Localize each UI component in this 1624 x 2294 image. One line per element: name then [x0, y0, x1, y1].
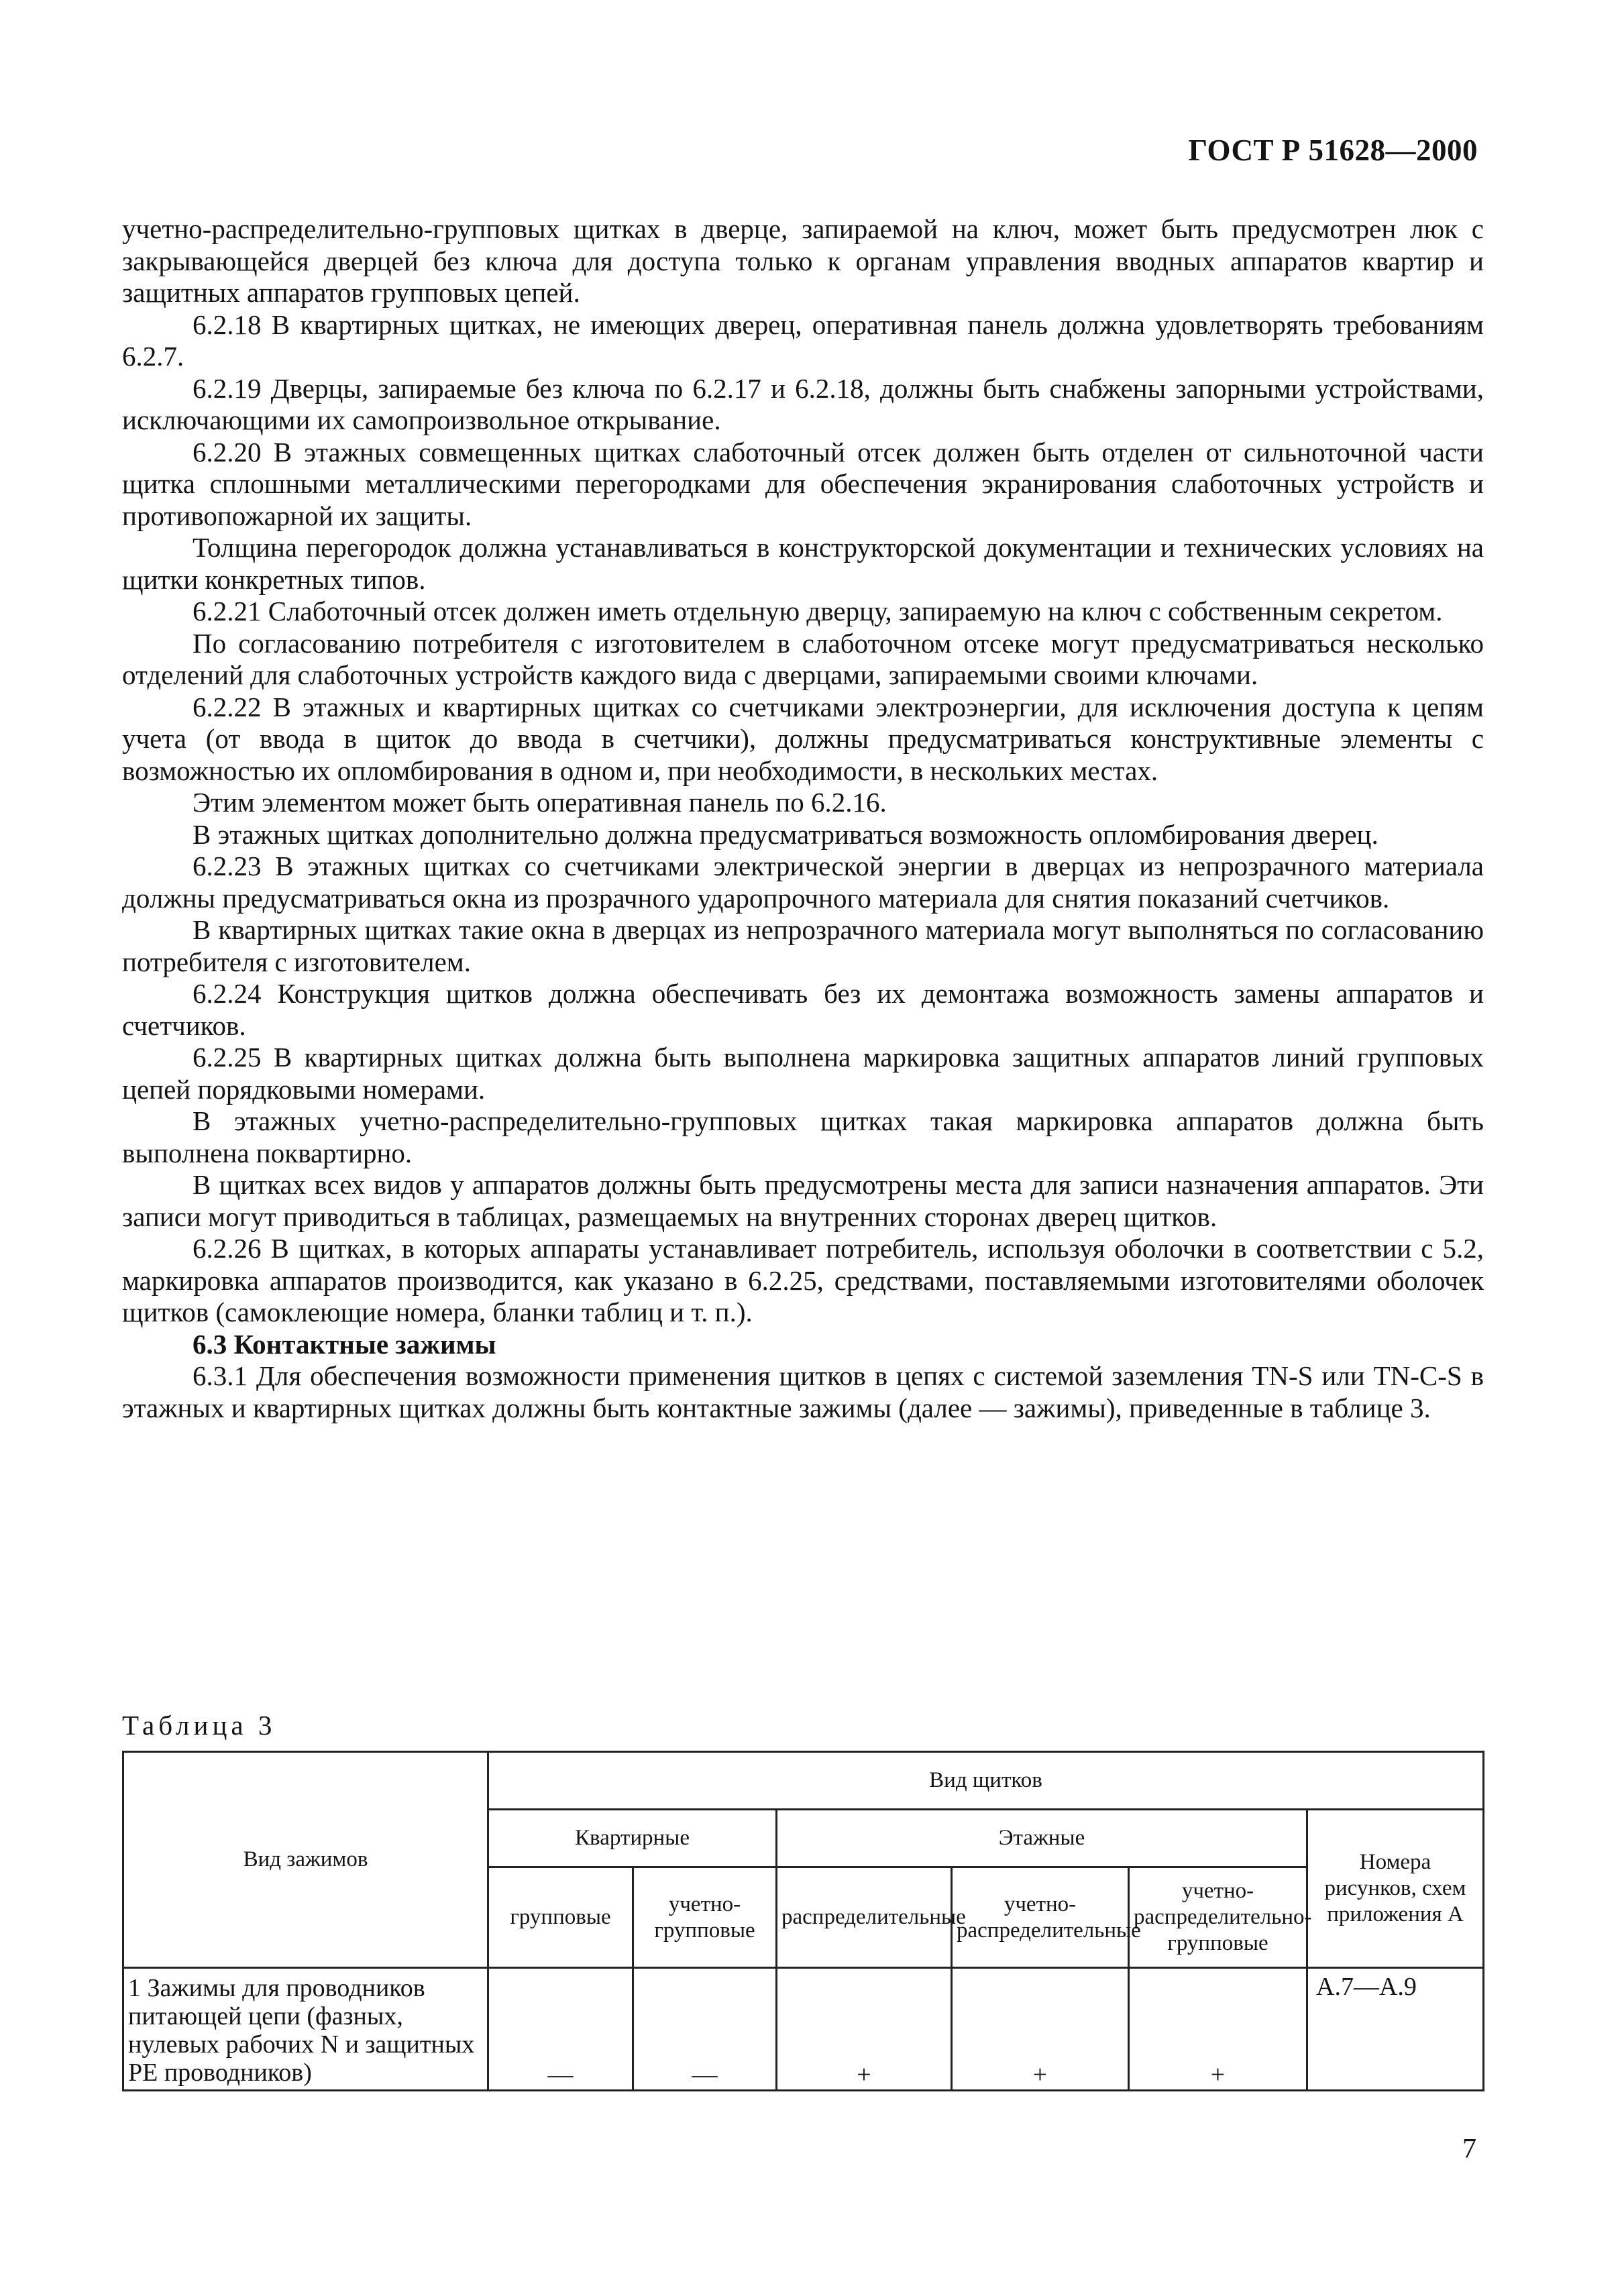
paragraph: 6.2.20 В этажных совмещенных щитках слаботочный отсек должен быть отделен от сильноточной части щитка сплошными металлическими перегородками для обеспечения экранирования слаботочных устройств и противопожарной их защиты. — [122, 436, 1484, 531]
paragraph: 6.3.1 Для обеспечения возможности применения щитков в цепях с системой заземления TN-S или TN-C-S в этажных и квартирных щитках должны быть контактные зажимы (далее — зажимы), приведенные в таблице 3. — [122, 1360, 1484, 1423]
paragraph: 6.2.18 В квартирных щитках, не имеющих дверец, оперативная панель должна удовлетворять требованиям 6.2.7. — [122, 309, 1484, 372]
header-metering-group: учетно-групповые — [633, 1867, 777, 1968]
paragraph: В щитках всех видов у аппаратов должны быть предусмотрены места для записи назначения аппаратов. Эти записи могут приводиться в таблицах, размещаемых на внутренних сторонах дверец щитков. — [122, 1169, 1484, 1232]
paragraph: В этажных щитках дополнительно должна предусматриваться возможность опломбирования дверец. — [193, 818, 1378, 850]
header-metering-distribution-group: учетно-распределительно-групповые — [1129, 1867, 1307, 1968]
cell-mark: + — [1129, 1968, 1307, 2091]
page-number: 7 — [1462, 2134, 1476, 2165]
cell-mark: — — [633, 1968, 777, 2091]
cell-mark: — — [488, 1968, 633, 2091]
paragraph: учетно-распределительно-групповых щитках в дверце, запираемой на ключ, может быть предусмотрен люк с закрывающейся дверцей без ключа для доступа только к органам управления вводных аппаратов квартир и защитных аппаратов групповых цепей. — [122, 213, 1484, 308]
header-floor-boards: Этажные — [777, 1810, 1307, 1867]
paragraph: 6.2.26 В щитках, в которых аппараты устанавливает потребитель, используя оболочки в соответствии с 5.2, маркировка аппаратов производится, как указано в 6.2.25, средствами, поставляемыми изготовителями оболочек щитков (самоклеющие номера, бланки таблиц и т. п.). — [122, 1233, 1484, 1327]
header-figure-numbers: Номера рисунков, схем приложения А — [1307, 1810, 1484, 1968]
paragraph: 6.2.23 В этажных щитках со счетчиками электрической энергии в дверцах из непрозрачного материала должны предусматриваться окна из прозрачного ударопрочного материала для снятия показаний счетчиков. — [122, 851, 1484, 914]
body-text — [122, 213, 1484, 1424]
document-header: ГОСТ Р 51628—2000 — [1188, 133, 1478, 167]
header-kind-of-boards: Вид щитков — [488, 1752, 1484, 1810]
table-row — [123, 1968, 1484, 2091]
header-kind-of-terminals: Вид зажимов — [123, 1752, 488, 1968]
header-apartment-boards: Квартирные — [488, 1810, 777, 1867]
paragraph: В квартирных щитках такие окна в дверцах из непрозрачного материала могут выполняться по согласованию потребителя с изготовителем. — [122, 914, 1484, 977]
section-heading: 6.3 Контактные зажимы — [193, 1328, 496, 1360]
paragraph: Этим элементом может быть оперативная панель по 6.2.16. — [193, 787, 887, 818]
header-distribution: распределительные — [777, 1867, 952, 1968]
paragraph: 6.2.22 В этажных и квартирных щитках со счетчиками электроэнергии, для исключения доступа к цепям учета (от ввода в щиток до ввода в счетчики), должны предусматриваться конструктивные элементы с возможностью их опломбирования в одном и, при необходимости, в нескольких местах. — [122, 691, 1484, 786]
row-label: 1 Зажимы для проводников питающей цепи (фазных, нулевых рабочих N и защитных PE проводников) — [123, 1968, 488, 2091]
table-3 — [122, 1751, 1484, 2091]
header-group: групповые — [488, 1867, 633, 1968]
paragraph: Толщина перегородок должна устанавливаться в конструкторской документации и технических условиях на щитки конкретных типов. — [122, 532, 1484, 595]
paragraph: 6.2.19 Дверцы, запираемые без ключа по 6.2.17 и 6.2.18, должны быть снабжены запорными устройствами, исключающими их самопроизвольное открывание. — [122, 372, 1484, 435]
table-caption: Таблица 3 — [122, 1710, 276, 1741]
paragraph: 6.2.24 Конструкция щитков должна обеспечивать без их демонтажа возможность замены аппаратов и счетчиков. — [122, 978, 1484, 1041]
paragraph: 6.2.25 В квартирных щитках должна быть выполнена маркировка защитных аппаратов линий групповых цепей порядковыми номерами. — [122, 1042, 1484, 1105]
paragraph: В этажных учетно-распределительно-групповых щитках такая маркировка аппаратов должна быть выполнена поквартирно. — [122, 1105, 1484, 1168]
paragraph: По согласованию потребителя с изготовителем в слаботочном отсеке могут предусматриваться несколько отделений для слаботочных устройств каждого вида с дверцами, запираемыми своими ключами. — [122, 627, 1484, 690]
paragraph: 6.2.21 Слаботочный отсек должен иметь отдельную дверцу, запираемую на ключ с собственным секретом. — [193, 596, 1443, 626]
cell-figures: А.7—А.9 — [1307, 1968, 1484, 2091]
header-metering-distribution: учетно-распределительные — [952, 1867, 1129, 1968]
cell-mark: + — [777, 1968, 952, 2091]
cell-mark: + — [952, 1968, 1129, 2091]
